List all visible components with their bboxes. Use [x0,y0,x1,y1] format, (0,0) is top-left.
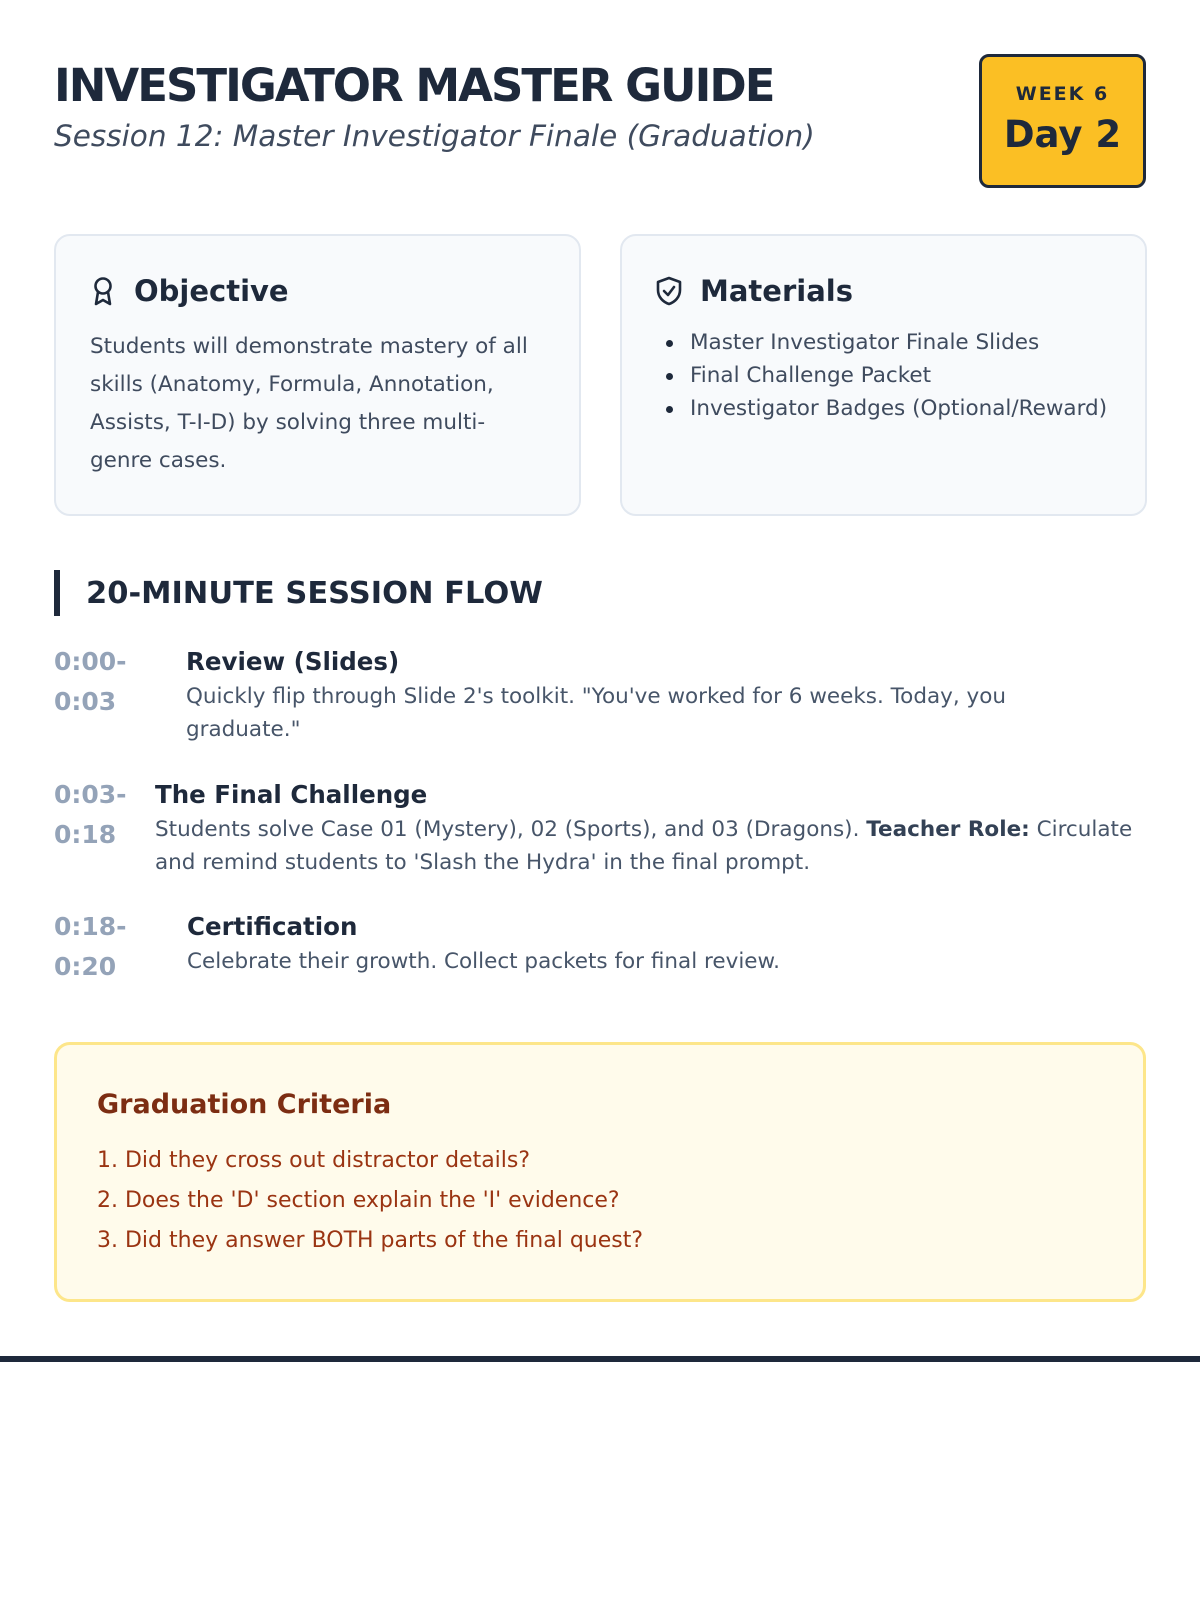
flow-body [187,907,1087,978]
badge-day-label: Day 2 [1003,113,1122,156]
materials-card [620,234,1147,516]
objective-text: Students will demonstrate mastery of all skills (Anatomy, Formula, Annotation, Assists, T-I-D) by solving three multi-genre cases. [90,334,528,473]
teacher-role-label: Teacher Role: [866,817,1030,842]
flow-desc-text: Circulate and remind students to 'Slash the Hydra' in the final prompt. [155,817,1133,875]
flow-time-end: 0:18 [54,820,117,849]
objective-title: Objective [134,274,289,308]
footer-divider [0,1356,1200,1362]
flow-desc: Quickly flip through Slide 2's toolkit. "You've worked for 6 weeks. Today, you graduate." [186,684,1007,742]
flow-desc-text: Students solve Case 01 (Mystery), 02 (Sports), and 03 (Dragons). [155,817,867,842]
objective-card [54,234,581,516]
flow-item-review [54,642,1146,752]
criteria-title: Graduation Criteria [97,1089,392,1120]
award-ribbon-icon [90,276,116,306]
flow-item-final-challenge [54,775,1146,885]
criteria-item: 2. Does the 'D' section explain the 'I' evidence? [97,1188,620,1213]
materials-item: Master Investigator Finale Slides [690,326,1116,359]
graduation-criteria-box [54,1042,1146,1302]
badge-week-label: WEEK 6 [1015,83,1110,105]
page-title: INVESTIGATOR MASTER GUIDE [54,59,774,112]
session-flow-heading: 20-MINUTE SESSION FLOW [54,570,543,616]
materials-item: Investigator Badges (Optional/Reward) [690,392,1116,425]
materials-item: Final Challenge Packet [690,359,1116,392]
flow-time [54,642,164,722]
flow-title: The Final Challenge [155,780,428,809]
flow-desc: Celebrate their growth. Collect packets for final review. [187,949,780,974]
shield-check-icon [656,276,682,306]
objective-card-header [90,274,289,308]
materials-card-header [656,274,853,308]
flow-time-start: 0:03- [54,780,127,809]
session-subtitle: Session 12: Master Investigator Finale (Graduation) [54,119,815,153]
flow-time [54,775,164,855]
criteria-list [97,1141,643,1261]
flow-body [155,775,1155,879]
flow-item-certification [54,907,1146,997]
flow-time [54,907,164,987]
materials-title: Materials [700,274,853,308]
flow-title: Review (Slides) [186,647,400,676]
flow-time-start: 0:00- [54,647,127,676]
header [54,54,1146,194]
flow-time-end: 0:03 [54,687,117,716]
materials-list [656,326,1116,425]
week-day-badge [979,54,1146,188]
flow-time-end: 0:20 [54,952,117,981]
flow-title: Certification [187,912,358,941]
flow-body [186,642,1086,746]
flow-desc [155,813,1155,879]
flow-time-start: 0:18- [54,912,127,941]
criteria-item: 3. Did they answer BOTH parts of the final quest? [97,1228,644,1253]
criteria-item: 1. Did they cross out distractor details? [97,1148,531,1173]
